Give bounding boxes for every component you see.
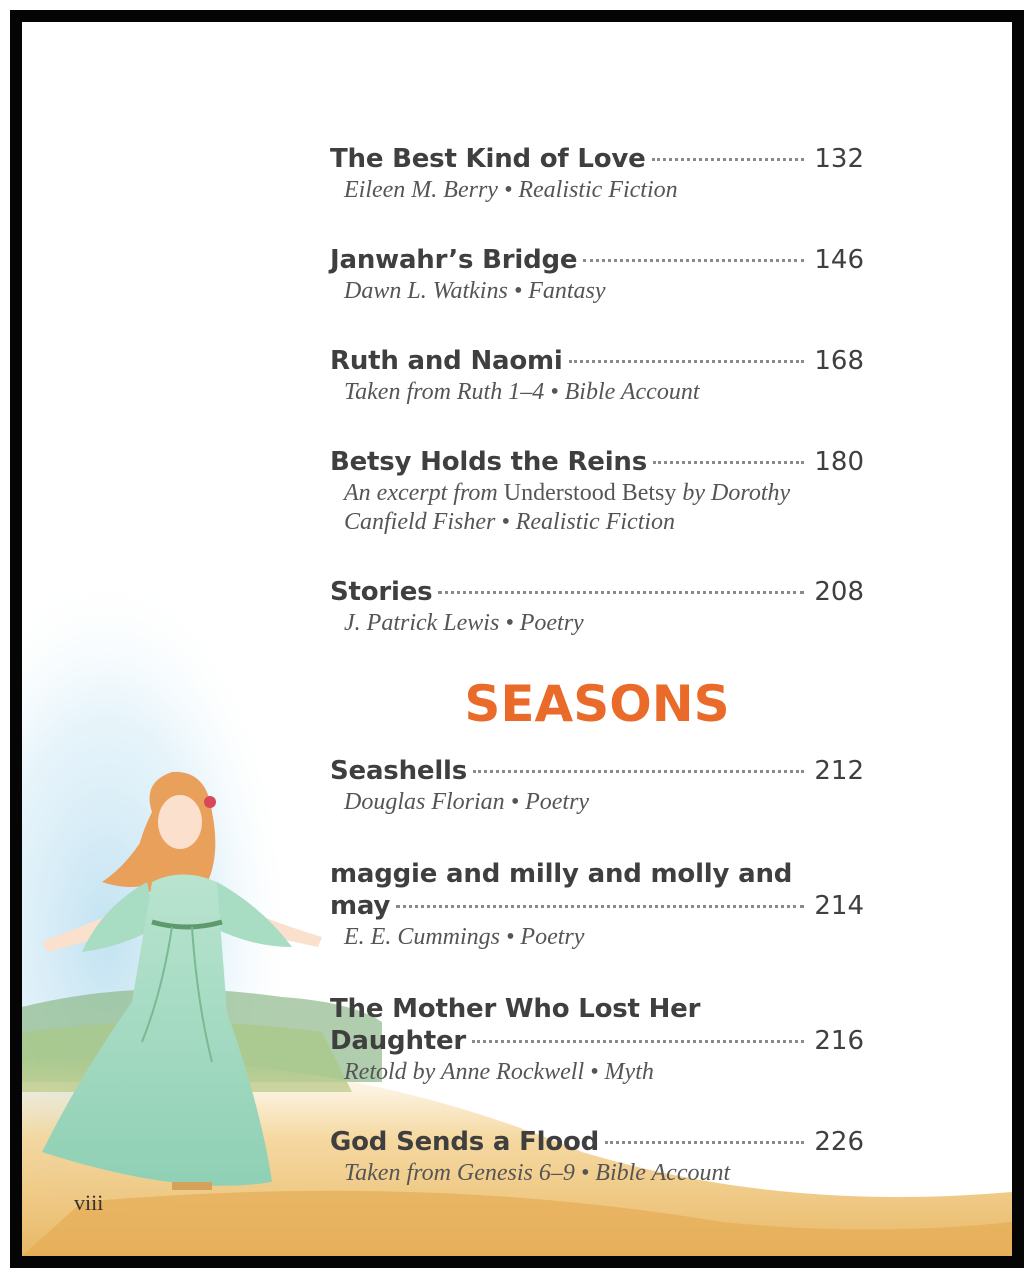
entry-credit (344, 176, 864, 205)
page-number: 216 (814, 1026, 864, 1056)
entry-title: God Sends a Flood (330, 1127, 600, 1157)
toc-entry[interactable] (330, 992, 864, 1087)
page-number: 226 (814, 1127, 864, 1157)
dot-leader (473, 770, 804, 773)
entry-title-line: maggie and milly and molly and (330, 859, 793, 889)
page-number: 214 (814, 891, 864, 921)
entry-title-line: The Mother Who Lost Her (330, 994, 701, 1024)
entry-title: Daughter (330, 1026, 467, 1056)
page-number: 180 (814, 447, 864, 477)
entry-credit (344, 1058, 864, 1087)
dot-leader (472, 1040, 804, 1043)
entry-credit (344, 277, 864, 306)
toc-entry[interactable] (330, 756, 864, 817)
toc-entry[interactable] (330, 144, 864, 205)
entry-credit (344, 378, 864, 407)
entry-credit (344, 479, 864, 537)
entry-genre: Poetry (519, 610, 584, 636)
bullet: • (503, 177, 513, 203)
dot-leader (396, 905, 804, 908)
entry-credit (344, 923, 864, 952)
page-folio: viii (74, 1190, 104, 1215)
page-number: 168 (814, 346, 864, 376)
entry-author: E. E. Cummings (344, 924, 500, 950)
bullet: • (506, 924, 515, 950)
entry-genre: Realistic Fiction (515, 509, 676, 535)
toc-entry[interactable] (330, 857, 864, 952)
entry-genre: Realistic Fiction (518, 177, 678, 203)
excerpt-by: by Dorothy (682, 480, 791, 506)
entry-credit (344, 788, 864, 817)
dot-leader (605, 1141, 804, 1144)
entry-credit (344, 1159, 864, 1188)
section-heading: SEASONS (464, 675, 730, 733)
entry-genre: Bible Account (564, 379, 700, 405)
toc-entry[interactable] (330, 577, 864, 638)
excerpt-prefix: An excerpt from (344, 480, 498, 506)
table-of-contents (330, 144, 864, 1228)
bullet: • (580, 1160, 590, 1186)
entry-genre: Poetry (520, 924, 585, 950)
dot-leader (569, 360, 805, 363)
entry-genre: Poetry (525, 789, 590, 815)
page-number: 212 (814, 756, 864, 786)
entry-title: Janwahr’s Bridge (330, 245, 578, 275)
entry-genre: Myth (604, 1059, 654, 1085)
entry-author: Douglas Florian (344, 789, 505, 815)
bullet: • (505, 610, 514, 636)
entry-title: Betsy Holds the Reins (330, 447, 648, 477)
toc-entry[interactable] (330, 346, 864, 407)
entry-title: Stories (330, 577, 433, 607)
entry-author: Dawn L. Watkins (344, 278, 508, 304)
page-frame (10, 10, 1024, 1268)
entry-author: J. Patrick Lewis (344, 610, 500, 636)
bullet: • (501, 509, 510, 535)
entry-title: Seashells (330, 756, 468, 786)
entry-title: The Best Kind of Love (330, 144, 646, 174)
dot-leader (652, 158, 805, 161)
toc-entry[interactable] (330, 447, 864, 537)
entry-author: Taken from Genesis 6–9 (344, 1160, 575, 1186)
entry-genre: Bible Account (595, 1160, 731, 1186)
book-title: Understood Betsy (503, 480, 677, 506)
entry-author: Eileen M. Berry (344, 177, 498, 203)
entry-author: Taken from Ruth 1–4 (344, 379, 545, 405)
entry-credit (344, 609, 864, 638)
dot-leader (438, 591, 804, 594)
page-number: 146 (814, 245, 864, 275)
dot-leader (583, 259, 804, 262)
page-number: 208 (814, 577, 864, 607)
entry-genre: Fantasy (528, 278, 606, 304)
entry-author: Canfield Fisher (344, 509, 496, 535)
entry-title: Ruth and Naomi (330, 346, 563, 376)
toc-entry[interactable] (330, 1127, 864, 1188)
dot-leader (653, 461, 804, 464)
entry-author: Retold by Anne Rockwell (344, 1059, 585, 1085)
bullet: • (513, 278, 523, 304)
toc-entry[interactable] (330, 245, 864, 306)
bullet: • (510, 789, 520, 815)
entry-title: may (330, 891, 391, 921)
page-number: 132 (814, 144, 864, 174)
bullet: • (550, 379, 559, 405)
bullet: • (590, 1059, 599, 1085)
